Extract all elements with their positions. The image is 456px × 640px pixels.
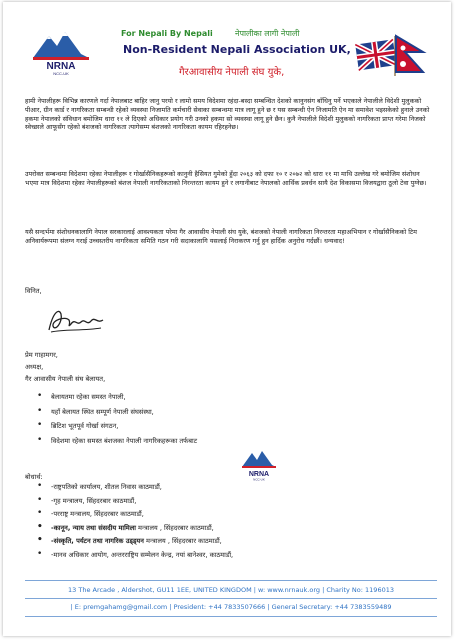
footer-divider bbox=[25, 616, 437, 617]
list-item: • बेलायतमा रहेका समस्त नेपाली, bbox=[31, 392, 411, 407]
organization-name-english: Non-Resident Nepali Association UK, bbox=[123, 43, 351, 56]
closing-salutation: विनित, bbox=[25, 287, 42, 295]
list-item: • -संस्कृति, पर्यटन तथा नागरिक उड्ड्यन मन्त्रालय , सिंहदरबार काठमाडौं, bbox=[31, 536, 411, 550]
footer-address-line: 13 The Arcade , Aldershot, GU11 1EE, UNITED KINGDOM | w: www.nrnauk.org | Charity No: 1196013 bbox=[68, 586, 394, 594]
cc-label: बोधार्थ: bbox=[25, 473, 43, 481]
body-paragraph-2: उपरोक्त सम्बन्धमा विदेशमा रहेका नेपालीहरू र गोर्खासैनिकहरूको कानुनी हैसियत गुमेको हुँदा २०६३ को दफा १० र २०७२ को धारा ११ मा माथि उल्लेख गरे बमोजिम संशोधन भएमा मात्र विदेशमा रहेका नेपालीहरूको बंशज नेपाली नागरिकताको निरन्तरता कायम हुने र लगानीबाट नेपालको आर्थिक प्रवर्धन सायै देश विकासमा विजयद्वारा ठूलो टेवा पुग्नेछ। bbox=[25, 170, 427, 187]
nrna-logo bbox=[29, 24, 93, 76]
list-item: • -मानव अधिकार आयोग, अन्तरराष्ट्रिय सम्मेलन केन्द्र, नयां बानेश्वर, काठमाडौं, bbox=[31, 550, 411, 564]
logo-subtext-small: NCC-UK bbox=[253, 477, 265, 481]
logo-subtext: NCC-UK bbox=[53, 71, 69, 76]
list-item: • यहाँ बेलायत स्थित सम्पूर्ण नेपाली संघसंस्था, bbox=[31, 407, 411, 422]
logo-wordmark: NRNA bbox=[46, 61, 76, 72]
recipient-list bbox=[31, 392, 411, 450]
body-paragraph-3: यसै सन्दर्भमा संशोधनकालागि नेपाल सरकारलाई आवश्यकता परेमा गैर आवासीय नेपाली संघ युके, बंशजको नेपाली नागरिकता निरन्तरता महाअभियान र गोर्खासैनिकको टिम अनिवार्यरूपमा संलग्न गराई उच्चस्तरीय नागरिकता समिति गठन गरी सदाकालागि यसलाई निराकरण गर्नु हुन हार्दिक अनुरोध गर्दछौं। धन्यवाद! bbox=[25, 228, 417, 245]
signatory-title: अध्यक्ष, bbox=[25, 363, 44, 371]
footer-divider bbox=[25, 598, 437, 599]
logo-wordmark-small: NRNA bbox=[248, 471, 270, 478]
nrna-logo-small bbox=[239, 447, 279, 481]
footer-divider bbox=[25, 580, 437, 581]
list-item: • -गृह मन्त्रालय, सिंहदरबार काठमाडौं, bbox=[31, 496, 411, 510]
list-item: • -राष्ट्रपतिको कार्यालय, शीतल निवास काठमाडौं, bbox=[31, 482, 411, 496]
list-item: • -कानून, न्याय तथा संसदीय मामिला मन्त्रालय , सिंहदरबार काठमाडौं, bbox=[31, 523, 411, 537]
letter-page bbox=[3, 2, 451, 636]
cc-list bbox=[31, 482, 411, 563]
list-item: • -परराष्ट्र मन्त्रालय, सिंहदरबार काठमाडौं, bbox=[31, 509, 411, 523]
footer-contact-line: | E: premgahamg@gmail.com | President: +44 7833507666 | General Secretary: +44 7383559489 bbox=[70, 603, 392, 611]
list-item: • ब्रिटिश भूतपूर्व गोर्खा संगठन, bbox=[31, 421, 411, 436]
organization-name-nepali: गैरआवासीय नेपाली संघ युके, bbox=[179, 67, 285, 78]
signatory-name: प्रेम गाहामगर, bbox=[25, 351, 58, 359]
tagline-english: For Nepali By Nepali bbox=[121, 29, 213, 38]
list-item: • विदेशमा रहेका समस्त बंशजका नेपाली नागरिकहरूका तर्फबाट bbox=[31, 436, 411, 451]
signatory-organization: गैर आवासीय नेपाली संघ बेलायत, bbox=[25, 375, 106, 383]
body-paragraph-1: हामी नेपालीहरू विभिन्न कारणले गर्दा नेपालबाट बाहिर जानु परयो र लामो समय विदेशमा रहंदा-बस्दा सम्बन्धित देशको कानुनसंग बाँधिनु पर्ने भएकाले नेपालीले विदेशी मुलुकको पीआर, ग्रीन कार्ड र नागरिकता सम्बन्धी रहेको व्यवस्था निजामति कर्मचारी सेवाका सम्बन्धमा मात्र लागू हुने छ र यस सम्बन्धी ऐन निजामति ऐन मा समावेश भइसकेको हुनाले उनको हकमा नेपालको संविधान बमोजिम धारा ११ ले दिएको अधिकार प्रयोग गरी उनको हकमा सो व्यवस्था लागू हुने छैन। कुनै नेपालीले विदेशी मुलुकको नागरिकता प्राप्त गरेमा निजको स्वेच्छाले आफूसँग रहेको बंशजको नागरिकता त्यागेसम्म बंशजको नागरिकता कायम रहिरहनेछ। bbox=[25, 97, 430, 132]
signature bbox=[43, 302, 113, 338]
tagline-nepali: नेपालीका लागी नेपाली bbox=[235, 29, 300, 38]
uk-nepal-flags-icon bbox=[355, 32, 431, 78]
